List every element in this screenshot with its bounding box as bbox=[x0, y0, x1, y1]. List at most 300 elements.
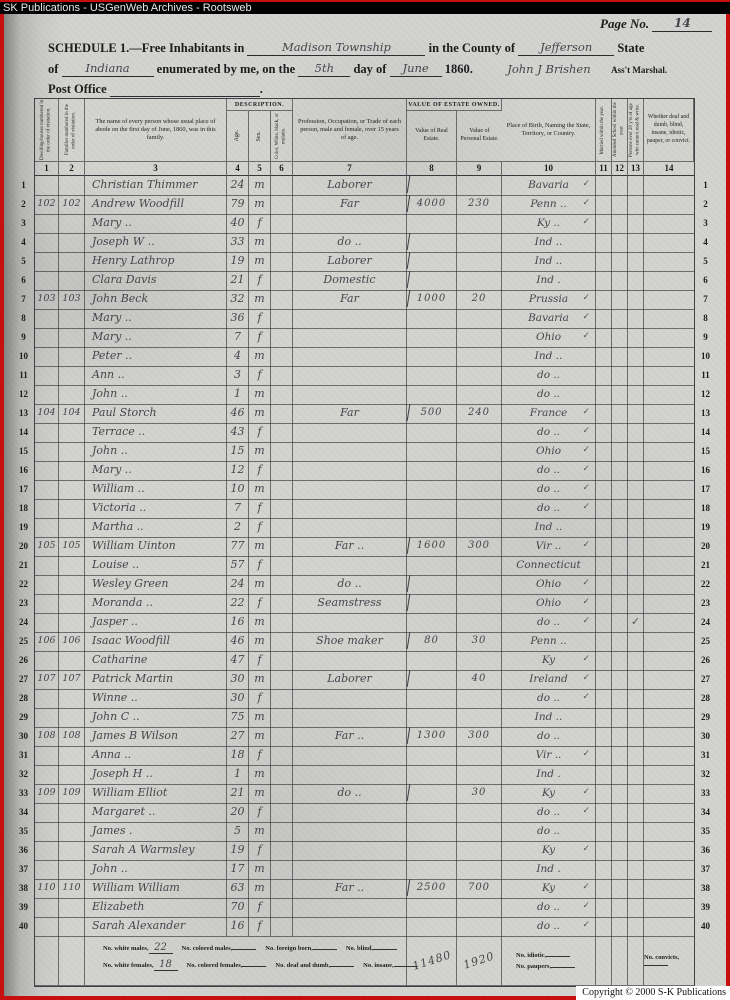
census-row bbox=[35, 176, 694, 195]
row-number: 35 bbox=[701, 826, 710, 836]
cell-sex: f bbox=[249, 746, 271, 766]
cell-dw: 103 bbox=[35, 290, 59, 310]
cell-m11 bbox=[596, 651, 612, 671]
cell-age: 18 bbox=[227, 746, 249, 766]
cell-birth: Bavaria ✓ bbox=[502, 176, 596, 196]
cell-col bbox=[271, 176, 293, 196]
cell-col bbox=[271, 328, 293, 348]
row-number: 36 bbox=[701, 845, 710, 855]
check-mark: ✓ bbox=[582, 217, 590, 227]
cell-deaf bbox=[644, 689, 694, 709]
cell-f bbox=[59, 765, 85, 785]
cell-m13 bbox=[628, 746, 644, 766]
cell-dw bbox=[35, 385, 59, 405]
cell-occ bbox=[293, 214, 407, 234]
cell-m13 bbox=[628, 347, 644, 367]
cell-occ bbox=[293, 651, 407, 671]
cell-m13 bbox=[628, 423, 644, 443]
cell-dw bbox=[35, 480, 59, 500]
cell-f bbox=[59, 518, 85, 538]
cell-age: 19 bbox=[227, 252, 249, 272]
cell-occ bbox=[293, 461, 407, 481]
cell-sex: m bbox=[249, 385, 271, 405]
cell-m11 bbox=[596, 575, 612, 595]
cell-re bbox=[407, 822, 457, 842]
cell-birth: Ind .. bbox=[502, 518, 596, 538]
cell-name: Terrace .. bbox=[85, 423, 227, 443]
cell-f bbox=[59, 499, 85, 519]
check-mark: ✓ bbox=[582, 198, 590, 208]
cell-deaf bbox=[644, 385, 694, 405]
cell-m13 bbox=[628, 404, 644, 424]
cell-birth: Ind .. bbox=[502, 233, 596, 253]
column-number: 14 bbox=[644, 162, 694, 176]
census-row bbox=[35, 613, 694, 632]
cell-occ bbox=[293, 309, 407, 329]
cell-name: John Beck bbox=[85, 290, 227, 310]
cell-re bbox=[407, 917, 457, 937]
cell-deaf bbox=[644, 898, 694, 918]
footer-underline bbox=[154, 959, 178, 971]
check-mark: ✓ bbox=[582, 787, 590, 797]
cell-birth: Vir .. ✓ bbox=[502, 746, 596, 766]
cell-re: 500 bbox=[407, 404, 457, 424]
col-header-profession: Profession, Occupation, or Trade of each person, male and female, over 15 years of age. bbox=[293, 99, 407, 162]
cell-age: 7 bbox=[227, 328, 249, 348]
cell-age: 43 bbox=[227, 423, 249, 443]
row-number: 39 bbox=[19, 902, 28, 912]
cell-f: 104 bbox=[59, 404, 85, 424]
cell-name: Joseph H .. bbox=[85, 765, 227, 785]
census-row bbox=[35, 822, 694, 841]
census-row bbox=[35, 518, 694, 537]
cell-dw bbox=[35, 708, 59, 728]
cell-sex: m bbox=[249, 784, 271, 804]
census-row bbox=[35, 727, 694, 746]
census-row bbox=[35, 347, 694, 366]
footer-tally-item bbox=[265, 945, 337, 952]
col-header-married: Married within the year. bbox=[596, 99, 612, 162]
row-number: 22 bbox=[19, 579, 28, 589]
row-number: 26 bbox=[19, 655, 28, 665]
cell-age: 1 bbox=[227, 765, 249, 785]
cell-m12 bbox=[612, 442, 628, 462]
check-mark: ✓ bbox=[582, 749, 590, 759]
cell-m13 bbox=[628, 670, 644, 690]
cell-m13 bbox=[628, 480, 644, 500]
post-office-label: Post Office bbox=[48, 82, 107, 96]
footer-value: 18 bbox=[159, 959, 172, 970]
cell-birth: Ireland ✓ bbox=[502, 670, 596, 690]
check-mark: ✓ bbox=[582, 502, 590, 512]
cell-m11 bbox=[596, 860, 612, 880]
census-row bbox=[35, 898, 694, 917]
cell-pe: 30 bbox=[457, 784, 502, 804]
row-number: 3 bbox=[21, 218, 26, 228]
cell-birth: Penn .. bbox=[502, 632, 596, 652]
check-mark: ✓ bbox=[582, 920, 590, 930]
column-number: 10 bbox=[502, 162, 596, 176]
footer-read-blank bbox=[628, 936, 644, 986]
cell-deaf bbox=[644, 708, 694, 728]
cell-re bbox=[407, 670, 457, 690]
cell-m12 bbox=[612, 537, 628, 557]
cell-m11 bbox=[596, 784, 612, 804]
footer-school-blank bbox=[612, 936, 628, 986]
cell-m12 bbox=[612, 252, 628, 272]
cell-m12 bbox=[612, 917, 628, 937]
cell-dw bbox=[35, 328, 59, 348]
cell-name: William Uinton bbox=[85, 537, 227, 557]
cell-m11 bbox=[596, 518, 612, 538]
footer-personal-estate-total: 1920 bbox=[457, 936, 502, 986]
cell-occ bbox=[293, 689, 407, 709]
cell-sex: m bbox=[249, 252, 271, 272]
township-underline bbox=[247, 40, 425, 56]
cell-f: 109 bbox=[59, 784, 85, 804]
row-number: 4 bbox=[703, 237, 708, 247]
census-row bbox=[35, 461, 694, 480]
cell-pe bbox=[457, 252, 502, 272]
cell-re bbox=[407, 461, 457, 481]
cell-re bbox=[407, 366, 457, 386]
cell-m12 bbox=[612, 423, 628, 443]
row-number: 13 bbox=[19, 408, 28, 418]
census-row bbox=[35, 252, 694, 271]
cell-m12 bbox=[612, 822, 628, 842]
cell-name: William William bbox=[85, 879, 227, 899]
cell-re bbox=[407, 613, 457, 633]
cell-re bbox=[407, 233, 457, 253]
row-number: 33 bbox=[701, 788, 710, 798]
cell-name: Martha .. bbox=[85, 518, 227, 538]
row-number: 15 bbox=[19, 446, 28, 456]
month-underline bbox=[390, 61, 442, 77]
cell-deaf bbox=[644, 746, 694, 766]
cell-deaf bbox=[644, 461, 694, 481]
cell-f bbox=[59, 917, 85, 937]
cell-pe bbox=[457, 442, 502, 462]
cell-m11 bbox=[596, 366, 612, 386]
footer-tally-line1 bbox=[103, 942, 406, 959]
copyright-strip bbox=[576, 986, 730, 1000]
cell-occ bbox=[293, 841, 407, 861]
cell-dw: 109 bbox=[35, 784, 59, 804]
cell-dw bbox=[35, 556, 59, 576]
cell-birth: Ohio ✓ bbox=[502, 594, 596, 614]
col-header-birthplace: Place of Birth, Naming the State, Territory, or Country. bbox=[502, 99, 596, 162]
footer-label: No. insane, bbox=[363, 962, 394, 969]
row-number: 27 bbox=[19, 674, 28, 684]
row-number: 10 bbox=[701, 351, 710, 361]
cell-sex: f bbox=[249, 328, 271, 348]
cell-deaf bbox=[644, 727, 694, 747]
cell-f bbox=[59, 708, 85, 728]
cell-m11 bbox=[596, 404, 612, 424]
state-underline bbox=[62, 61, 154, 77]
cell-occ bbox=[293, 328, 407, 348]
cell-sex: m bbox=[249, 480, 271, 500]
cell-f bbox=[59, 423, 85, 443]
cell-f bbox=[59, 252, 85, 272]
cell-deaf bbox=[644, 214, 694, 234]
cell-m11 bbox=[596, 537, 612, 557]
census-row bbox=[35, 423, 694, 442]
cell-dw bbox=[35, 822, 59, 842]
post-office-underline bbox=[110, 96, 260, 97]
cell-birth: do .. ✓ bbox=[502, 613, 596, 633]
cell-sex: m bbox=[249, 404, 271, 424]
cell-col bbox=[271, 271, 293, 291]
cell-pe bbox=[457, 594, 502, 614]
cell-m13 bbox=[628, 860, 644, 880]
census-row bbox=[35, 746, 694, 765]
paupers-line: No. paupers, bbox=[516, 963, 595, 970]
cell-birth: Penn .. ✓ bbox=[502, 195, 596, 215]
footer-tally-item bbox=[182, 945, 257, 952]
cell-sex: f bbox=[249, 594, 271, 614]
cell-occ: Far .. bbox=[293, 537, 407, 557]
row-number: 29 bbox=[19, 712, 28, 722]
census-sheet bbox=[4, 14, 726, 996]
cell-dw bbox=[35, 518, 59, 538]
cell-deaf bbox=[644, 860, 694, 880]
cell-pe bbox=[457, 575, 502, 595]
row-number: 39 bbox=[701, 902, 710, 912]
cell-birth: do .. bbox=[502, 366, 596, 386]
row-number: 16 bbox=[19, 465, 28, 475]
state-value: Indiana bbox=[85, 61, 130, 75]
cell-name: Mary .. bbox=[85, 214, 227, 234]
footer-label: No. deaf and dumb, bbox=[275, 962, 331, 969]
column-number: 5 bbox=[249, 162, 271, 176]
row-number: 5 bbox=[703, 256, 708, 266]
row-number: 3 bbox=[703, 218, 708, 228]
cell-deaf bbox=[644, 347, 694, 367]
cell-dw bbox=[35, 423, 59, 443]
group-header-estate: VALUE OF ESTATE OWNED. bbox=[407, 99, 502, 111]
row-number: 31 bbox=[19, 750, 28, 760]
cell-f bbox=[59, 366, 85, 386]
col-header-deaf-dumb: Whether deaf and dumb, blind, insane, idiotic, pauper, or convict. bbox=[644, 99, 694, 162]
cell-birth: Ind . bbox=[502, 765, 596, 785]
row-number: 32 bbox=[701, 769, 710, 779]
census-row bbox=[35, 309, 694, 328]
cell-age: 46 bbox=[227, 404, 249, 424]
cell-deaf bbox=[644, 575, 694, 595]
cell-m12 bbox=[612, 195, 628, 215]
enumerated-label: enumerated by me, on the bbox=[156, 62, 296, 76]
cell-m12 bbox=[612, 290, 628, 310]
cell-birth: Ky .. ✓ bbox=[502, 214, 596, 234]
row-number: 13 bbox=[701, 408, 710, 418]
cell-m12 bbox=[612, 860, 628, 880]
check-mark: ✓ bbox=[582, 692, 590, 702]
cell-m13 bbox=[628, 537, 644, 557]
cell-occ: Domestic bbox=[293, 271, 407, 291]
cell-m13 bbox=[628, 575, 644, 595]
cell-age: 22 bbox=[227, 594, 249, 614]
column-number: 1 bbox=[35, 162, 59, 176]
column-number: 7 bbox=[293, 162, 407, 176]
cell-m12 bbox=[612, 214, 628, 234]
cell-re bbox=[407, 385, 457, 405]
row-numbers-right bbox=[698, 176, 713, 936]
cell-re: 1000 bbox=[407, 290, 457, 310]
row-number: 18 bbox=[19, 503, 28, 513]
cell-pe bbox=[457, 176, 502, 196]
census-row bbox=[35, 290, 694, 309]
cell-sex: m bbox=[249, 575, 271, 595]
footer-label: No. colored males, bbox=[181, 945, 233, 952]
cell-occ bbox=[293, 708, 407, 728]
cell-m11 bbox=[596, 214, 612, 234]
cell-birth: Ind .. bbox=[502, 252, 596, 272]
cell-col bbox=[271, 727, 293, 747]
census-row bbox=[35, 537, 694, 556]
row-number: 30 bbox=[701, 731, 710, 741]
cell-sex: m bbox=[249, 347, 271, 367]
cell-f bbox=[59, 651, 85, 671]
table-body bbox=[35, 176, 694, 936]
cell-age: 47 bbox=[227, 651, 249, 671]
cell-deaf bbox=[644, 594, 694, 614]
cell-re bbox=[407, 214, 457, 234]
row-number: 7 bbox=[703, 294, 708, 304]
cell-deaf bbox=[644, 651, 694, 671]
cell-name: Moranda .. bbox=[85, 594, 227, 614]
census-row bbox=[35, 556, 694, 575]
row-number: 23 bbox=[19, 598, 28, 608]
cell-m11 bbox=[596, 879, 612, 899]
cell-m12 bbox=[612, 233, 628, 253]
cell-m11 bbox=[596, 803, 612, 823]
cell-deaf bbox=[644, 765, 694, 785]
cell-m11 bbox=[596, 385, 612, 405]
cell-re bbox=[407, 575, 457, 595]
cell-col bbox=[271, 575, 293, 595]
col-header-dwelling: Dwelling-houses numbered in the order of visitation. bbox=[35, 99, 59, 162]
cell-col bbox=[271, 347, 293, 367]
cell-dw bbox=[35, 461, 59, 481]
cell-m11 bbox=[596, 233, 612, 253]
cell-sex: f bbox=[249, 841, 271, 861]
check-mark: ✓ bbox=[582, 407, 590, 417]
cell-f bbox=[59, 689, 85, 709]
cell-m13 bbox=[628, 442, 644, 462]
cell-m11 bbox=[596, 556, 612, 576]
row-number: 9 bbox=[21, 332, 26, 342]
cell-age: 30 bbox=[227, 670, 249, 690]
cell-sex: m bbox=[249, 822, 271, 842]
cell-occ bbox=[293, 822, 407, 842]
col-header-real-estate: Value of Real Estate. bbox=[407, 111, 457, 162]
cell-f bbox=[59, 461, 85, 481]
cell-m11 bbox=[596, 689, 612, 709]
cell-col bbox=[271, 366, 293, 386]
footer-underline bbox=[149, 942, 173, 954]
cell-sex: f bbox=[249, 423, 271, 443]
row-number: 1 bbox=[21, 180, 26, 190]
cell-age: 75 bbox=[227, 708, 249, 728]
cell-f: 110 bbox=[59, 879, 85, 899]
cell-birth: Ind . bbox=[502, 271, 596, 291]
cell-pe bbox=[457, 309, 502, 329]
cell-m11 bbox=[596, 822, 612, 842]
row-number: 22 bbox=[701, 579, 710, 589]
cell-deaf bbox=[644, 822, 694, 842]
col-header-name: The name of every person whose usual place of abode on the first day of June, 1860, was in this family. bbox=[85, 99, 227, 162]
row-number: 27 bbox=[701, 674, 710, 684]
cell-deaf bbox=[644, 404, 694, 424]
cell-age: 77 bbox=[227, 537, 249, 557]
footer-label: No. blind, bbox=[345, 945, 374, 952]
county-value: Jefferson bbox=[540, 40, 593, 54]
cell-m11 bbox=[596, 499, 612, 519]
cell-col bbox=[271, 746, 293, 766]
cell-col bbox=[271, 822, 293, 842]
row-number: 25 bbox=[701, 636, 710, 646]
cell-m11 bbox=[596, 613, 612, 633]
cell-col bbox=[271, 442, 293, 462]
cell-sex: m bbox=[249, 670, 271, 690]
cell-deaf bbox=[644, 423, 694, 443]
cell-birth: do .. ✓ bbox=[502, 898, 596, 918]
row-number: 14 bbox=[701, 427, 710, 437]
census-row bbox=[35, 860, 694, 879]
check-mark: ✓ bbox=[582, 464, 590, 474]
cell-pe: 20 bbox=[457, 290, 502, 310]
cell-name: Mary .. bbox=[85, 461, 227, 481]
cell-dw bbox=[35, 594, 59, 614]
cell-col bbox=[271, 860, 293, 880]
cell-m13 bbox=[628, 689, 644, 709]
cell-m11 bbox=[596, 670, 612, 690]
footer-tally-item bbox=[346, 945, 397, 952]
cell-occ bbox=[293, 917, 407, 937]
cell-sex: f bbox=[249, 898, 271, 918]
cell-f: 107 bbox=[59, 670, 85, 690]
col-header-school: Attended School within the year. bbox=[612, 99, 628, 162]
cell-re bbox=[407, 271, 457, 291]
census-row bbox=[35, 708, 694, 727]
cell-age: 16 bbox=[227, 917, 249, 937]
cell-age: 46 bbox=[227, 632, 249, 652]
row-number: 12 bbox=[19, 389, 28, 399]
cell-dw: 106 bbox=[35, 632, 59, 652]
cell-m13 bbox=[628, 290, 644, 310]
cell-age: 27 bbox=[227, 727, 249, 747]
check-mark: ✓ bbox=[582, 654, 590, 664]
row-number: 6 bbox=[703, 275, 708, 285]
cell-pe bbox=[457, 860, 502, 880]
cell-occ bbox=[293, 860, 407, 880]
cell-m11 bbox=[596, 252, 612, 272]
cell-m12 bbox=[612, 518, 628, 538]
census-row bbox=[35, 765, 694, 784]
row-number: 38 bbox=[19, 883, 28, 893]
check-mark: ✓ bbox=[582, 331, 590, 341]
cell-name: Anna .. bbox=[85, 746, 227, 766]
cell-pe: 230 bbox=[457, 195, 502, 215]
row-number: 40 bbox=[19, 921, 28, 931]
cell-name: Ann .. bbox=[85, 366, 227, 386]
cell-col bbox=[271, 556, 293, 576]
cell-pe bbox=[457, 328, 502, 348]
cell-f: 103 bbox=[59, 290, 85, 310]
cell-pe bbox=[457, 480, 502, 500]
marshal-label: Ass't Marshal. bbox=[611, 65, 668, 75]
